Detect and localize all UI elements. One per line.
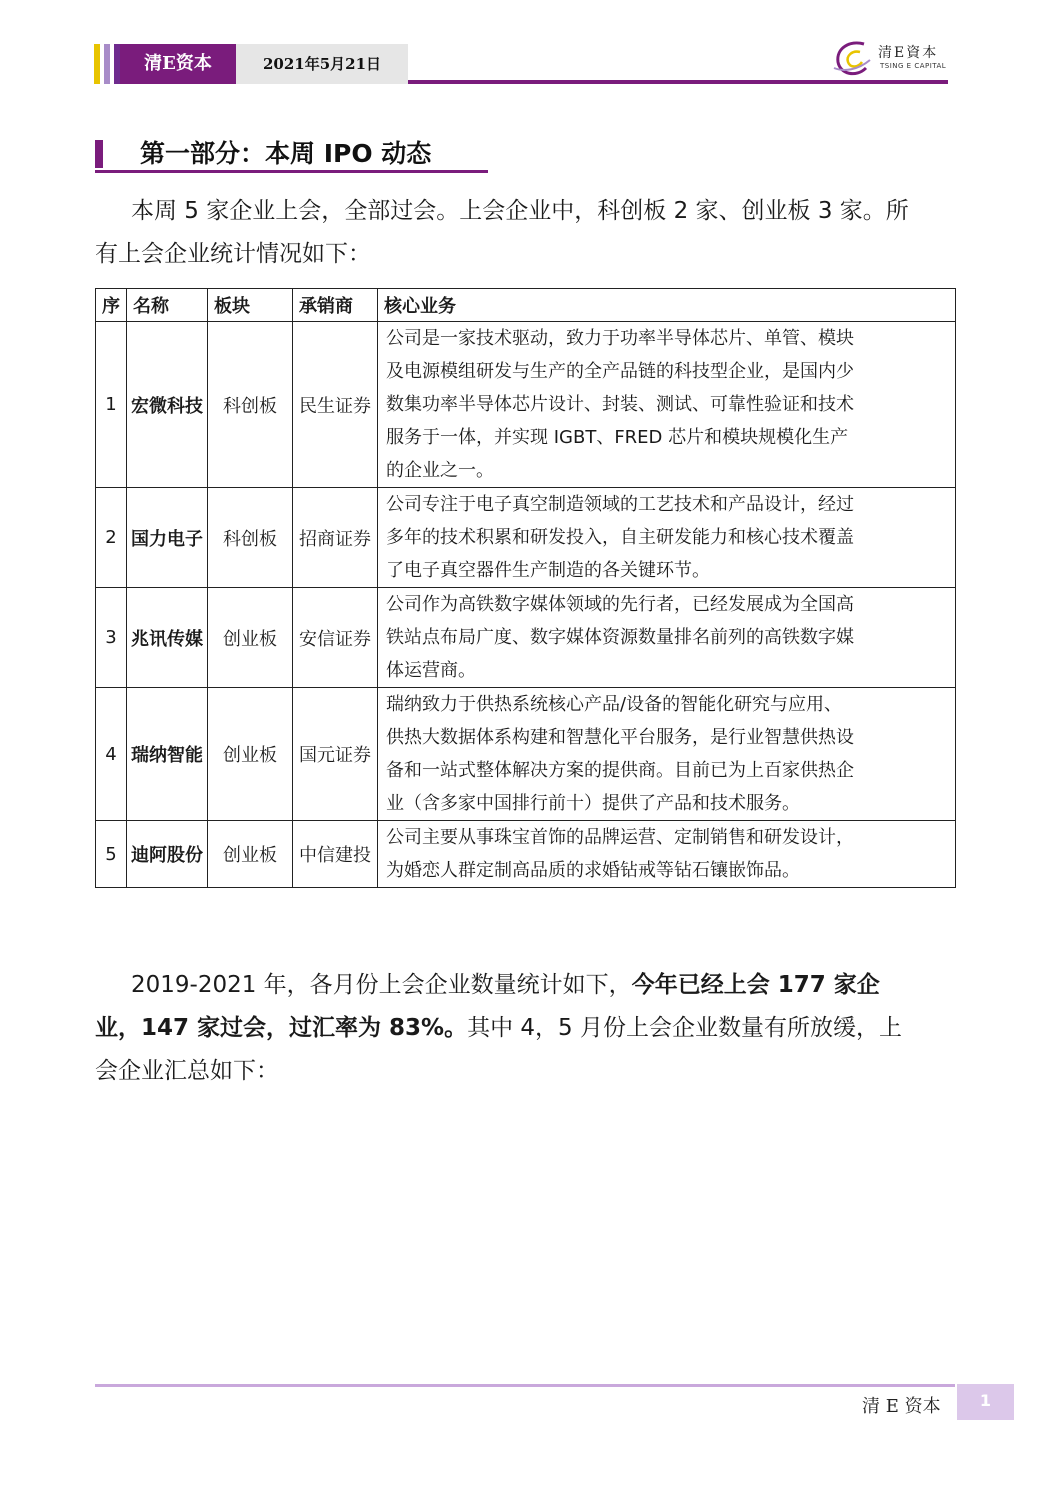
logo-swoosh-icon <box>830 38 876 80</box>
business-line: 公司主要从事珠宝首饰的品牌运营、定制销售和研发设计， <box>386 827 854 848</box>
col-header-board: 板块 <box>208 289 293 322</box>
intro-line-1 <box>95 190 957 233</box>
cell-no: 2 <box>96 488 127 588</box>
business-line: 多年的技术积累和研发投入，自主研发能力和核心技术覆盖 <box>386 527 854 548</box>
cell-underwriter: 招商证券 <box>293 488 378 588</box>
col-header-name: 名称 <box>127 289 208 322</box>
business-line: 体运营商。 <box>386 660 476 681</box>
business-line: 公司作为高铁数字媒体领域的先行者，已经发展成为全国高 <box>386 594 854 615</box>
cell-no: 5 <box>96 821 127 888</box>
table-header-row <box>96 289 956 322</box>
cell-name: 兆讯传媒 <box>127 588 208 688</box>
ipo-table <box>95 288 956 888</box>
cell-business <box>378 688 956 821</box>
business-line: 供热大数据体系构建和智慧化平台服务，是行业智慧供热设 <box>386 727 854 748</box>
cell-name: 瑞纳智能 <box>127 688 208 821</box>
logo-subtext: TSING E CAPITAL <box>880 62 947 70</box>
summary-paragraph <box>95 964 957 1093</box>
col-header-no: 序 <box>96 289 127 322</box>
cell-underwriter: 国元证券 <box>293 688 378 821</box>
header-brand: 清E资本 <box>120 44 236 84</box>
intro-paragraph <box>95 190 957 276</box>
business-line: 业（含多家中国排行前十）提供了产品和技术服务。 <box>386 793 800 814</box>
cell-no: 3 <box>96 588 127 688</box>
cell-no: 4 <box>96 688 127 821</box>
section-title: 第一部分：本周 IPO 动态 <box>140 139 432 168</box>
business-line: 公司专注于电子真空制造领域的工艺技术和产品设计，经过 <box>386 494 854 515</box>
table-row <box>96 322 956 488</box>
cell-board: 科创板 <box>208 322 293 488</box>
business-line: 铁站点布局广度、数字媒体资源数量排名前列的高铁数字媒 <box>386 627 854 648</box>
business-line: 为婚恋人群定制高品质的求婚钻戒等钻石镶嵌饰品。 <box>386 860 800 881</box>
summary-line-2 <box>95 1007 957 1050</box>
cell-board: 创业板 <box>208 688 293 821</box>
cell-name: 迪阿股份 <box>127 821 208 888</box>
header-date: 2021年5月21日 <box>236 44 408 84</box>
cell-underwriter: 民生证券 <box>293 322 378 488</box>
business-line: 备和一站式整体解决方案的提供商。目前已为上百家供热企 <box>386 760 854 781</box>
table-row <box>96 588 956 688</box>
section-underline <box>95 170 488 173</box>
decor-bar-gold <box>94 44 100 84</box>
cell-business <box>378 322 956 488</box>
footer-rule <box>95 1384 955 1387</box>
cell-board: 创业板 <box>208 588 293 688</box>
table-row <box>96 488 956 588</box>
cell-board: 科创板 <box>208 488 293 588</box>
cell-underwriter: 安信证券 <box>293 588 378 688</box>
summary-highlight: 业，147 家过会，过汇率为 83%。 <box>95 1015 468 1041</box>
summary-text: 其中 4，5 月份上会企业数量有所放缓，上 <box>467 1015 902 1041</box>
table-row <box>96 688 956 821</box>
cell-underwriter: 中信建投 <box>293 821 378 888</box>
cell-business <box>378 488 956 588</box>
cell-name: 宏微科技 <box>127 322 208 488</box>
logo-text: 清E資本 <box>878 45 939 61</box>
summary-text: 2019-2021 年，各月份上会企业数量统计如下， <box>131 972 632 998</box>
cell-board: 创业板 <box>208 821 293 888</box>
section-marker <box>95 140 103 168</box>
summary-highlight: 今年已经上会 177 家企 <box>631 972 880 998</box>
business-line: 了电子真空器件生产制造的各关键环节。 <box>386 560 710 581</box>
cell-name: 国力电子 <box>127 488 208 588</box>
table-row <box>96 821 956 888</box>
summary-line-3: 会企业汇总如下： <box>95 1058 279 1084</box>
footer-brand: 清 E 资本 <box>862 1396 941 1417</box>
business-line: 公司是一家技术驱动，致力于功率半导体芯片、单管、模块 <box>386 328 854 349</box>
business-line: 及电源模组研发与生产的全产品链的科技型企业，是国内少 <box>386 361 854 382</box>
business-line: 数集功率半导体芯片设计、封装、测试、可靠性验证和技术 <box>386 394 854 415</box>
intro-line-2: 有上会企业统计情况如下： <box>95 241 371 267</box>
col-header-underwriter: 承销商 <box>293 289 378 322</box>
company-logo <box>830 38 950 78</box>
business-line: 服务于一体，并实现 IGBT、FRED 芯片和模块规模化生产 <box>386 427 849 448</box>
page-number: 1 <box>957 1384 1014 1420</box>
col-header-business: 核心业务 <box>378 289 956 322</box>
header-rule <box>408 80 948 84</box>
decor-bar-lavender <box>104 44 110 84</box>
cell-no: 1 <box>96 322 127 488</box>
business-line: 的企业之一。 <box>386 460 494 481</box>
cell-business <box>378 588 956 688</box>
summary-line-1 <box>95 964 957 1007</box>
business-line: 瑞纳致力于供热系统核心产品/设备的智能化研究与应用、 <box>386 694 843 715</box>
cell-business <box>378 821 956 888</box>
intro-line-1-text: 本周 5 家企业上会，全部过会。上会企业中，科创板 2 家、创业板 3 家。所 <box>131 198 909 224</box>
